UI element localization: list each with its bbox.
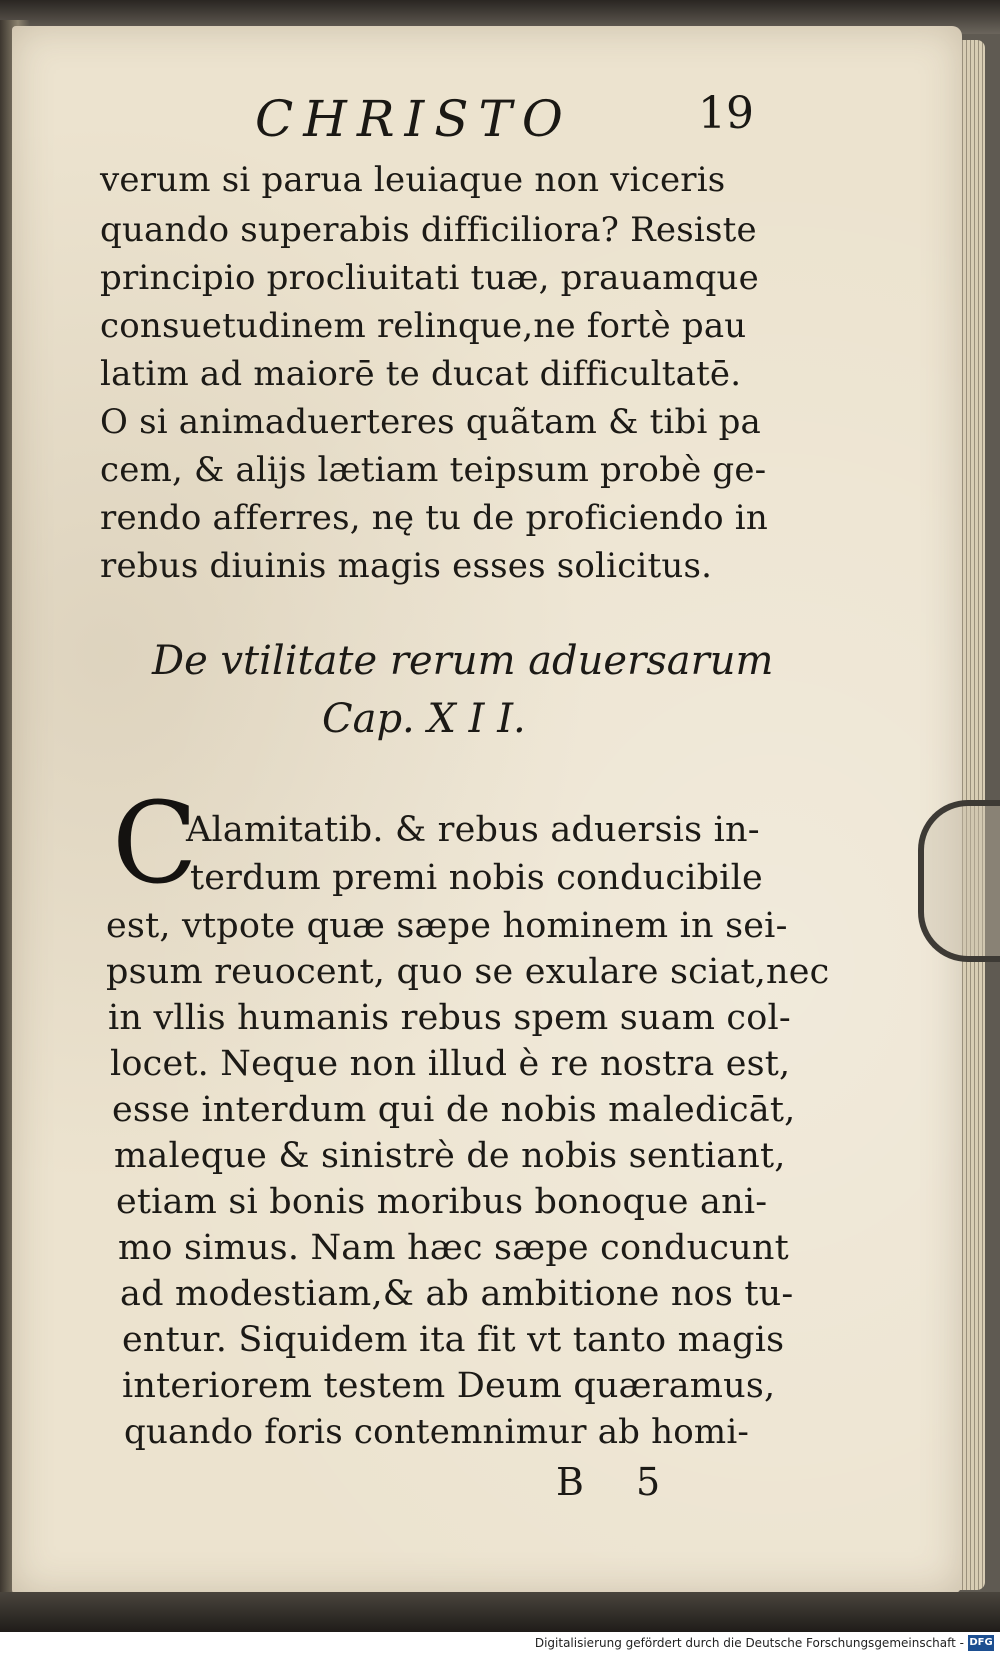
body-line: in vllis humanis rebus spem suam col- (108, 998, 791, 1038)
paragraph-line: principio procliuitati tuæ, prauamque (100, 258, 759, 298)
body-line: terdum premi nobis conducibile (190, 858, 763, 898)
paragraph-line: verum si parua leuiaque non viceris (100, 160, 726, 200)
paragraph-line: cem, & alijs lætiam teipsum probè ge- (100, 450, 767, 490)
book-clasp (918, 800, 1000, 962)
page-number: 19 (698, 88, 754, 139)
paragraph-line: latim ad maiorē te ducat difficultatē. (100, 354, 742, 394)
body-line: locet. Neque non illud è re nostra est, (110, 1044, 791, 1084)
signature-mark: B 5 (556, 1460, 681, 1504)
body-line: maleque & sinistrè de nobis sentiant, (114, 1136, 786, 1176)
running-header: CHRISTO (255, 90, 573, 148)
chapter-number: Cap. X I I. (322, 696, 526, 742)
body-line: psum reuocent, quo se exulare sciat,nec (106, 952, 830, 992)
drop-cap: C (112, 779, 198, 909)
dfg-logo: DFG (968, 1635, 994, 1651)
body-line: esse interdum qui de nobis maledicāt, (112, 1090, 796, 1130)
body-line: Alamitatib. & rebus aduersis in- (186, 810, 760, 850)
paragraph-line: rendo afferres, nę tu de proficiendo in (100, 498, 768, 538)
paragraph-line: O si animaduerteres quãtam & tibi pa (100, 402, 762, 442)
book-bottom-edge (0, 1592, 1000, 1632)
paragraph-line: rebus diuinis magis esses solicitus. (100, 546, 713, 586)
paragraph-line: quando superabis difficiliora? Resiste (100, 210, 757, 250)
chapter-title: De vtilitate rerum aduersarum (152, 638, 774, 684)
body-line: quando foris contemnimur ab homi- (124, 1412, 750, 1452)
body-line: est, vtpote quæ sæpe hominem in sei- (106, 906, 788, 946)
funding-credit: Digitalisierung gefördert durch die Deutsche Forschungsgemeinschaft - (534, 1636, 964, 1650)
body-line: etiam si bonis moribus bonoque ani- (116, 1182, 768, 1222)
body-line: ad modestiam,& ab ambitione nos tu- (120, 1274, 794, 1314)
body-line: entur. Siquidem ita fit vt tanto magis (122, 1320, 785, 1360)
paragraph-line: consuetudinem relinque,ne fortè pau (100, 306, 747, 346)
body-line: interiorem testem Deum quæramus, (122, 1366, 776, 1406)
body-line: mo simus. Nam hæc sæpe conducunt (118, 1228, 789, 1268)
